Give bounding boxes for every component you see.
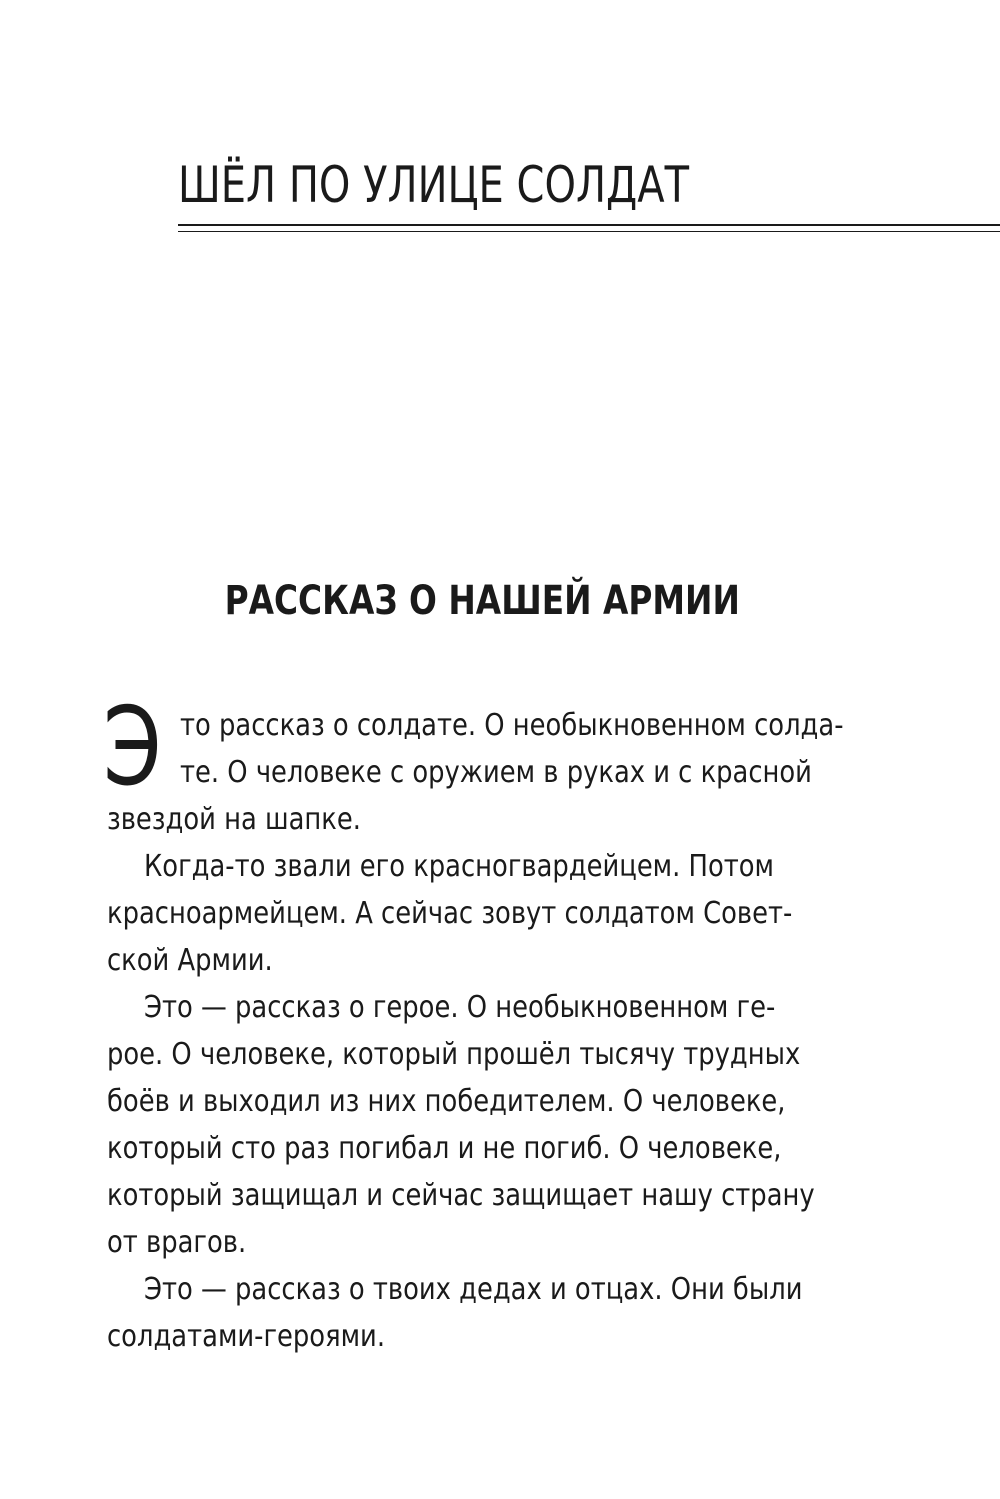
text-line: те. О человеке с оружием в руках и с красной [180,755,812,790]
paragraph-2 [107,843,859,984]
paragraph-3 [107,984,859,1266]
text-line: Это — рассказ о герое. О необыкновенном ге- [143,990,776,1025]
text-line: рое. О человеке, который прошёл тысячу трудных [107,1037,801,1072]
text-line: красноармейцем. А сейчас зовут солдатом Совет- [107,896,793,931]
chapter-body [103,685,859,1360]
paragraph-1 [103,685,859,843]
text-line: который сто раз погибал и не погиб. О человеке, [107,1131,782,1166]
chapter-heading [0,575,964,627]
text-line: боёв и выходил из них победителем. О человеке, [107,1084,786,1119]
text-line: который защищал и сейчас защищает нашу страну [107,1178,815,1213]
text-line: от врагов. [107,1225,247,1260]
text-line: Когда-то звали его красногвардейцем. Потом [143,849,775,884]
text-line: звездой на шапке. [107,802,361,837]
drop-cap: Э [103,685,162,810]
chapter-heading-text: РАССКАЗ О НАШЕЙ АРМИИ [224,578,740,624]
title-underline [178,224,1000,236]
book-title: ШЁЛ ПО УЛИЦЕ СОЛДАТ [178,156,690,214]
title-rule-thick [178,224,1000,226]
text-line: то рассказ о солдате. О необыкновенном солда- [180,708,844,743]
paragraph-4 [107,1266,859,1360]
text-line: ской Армии. [107,943,273,978]
text-line: солдатами-героями. [107,1319,386,1354]
text-line: Это — рассказ о твоих дедах и отцах. Они были [143,1272,803,1307]
title-rule-thin [178,231,1000,232]
